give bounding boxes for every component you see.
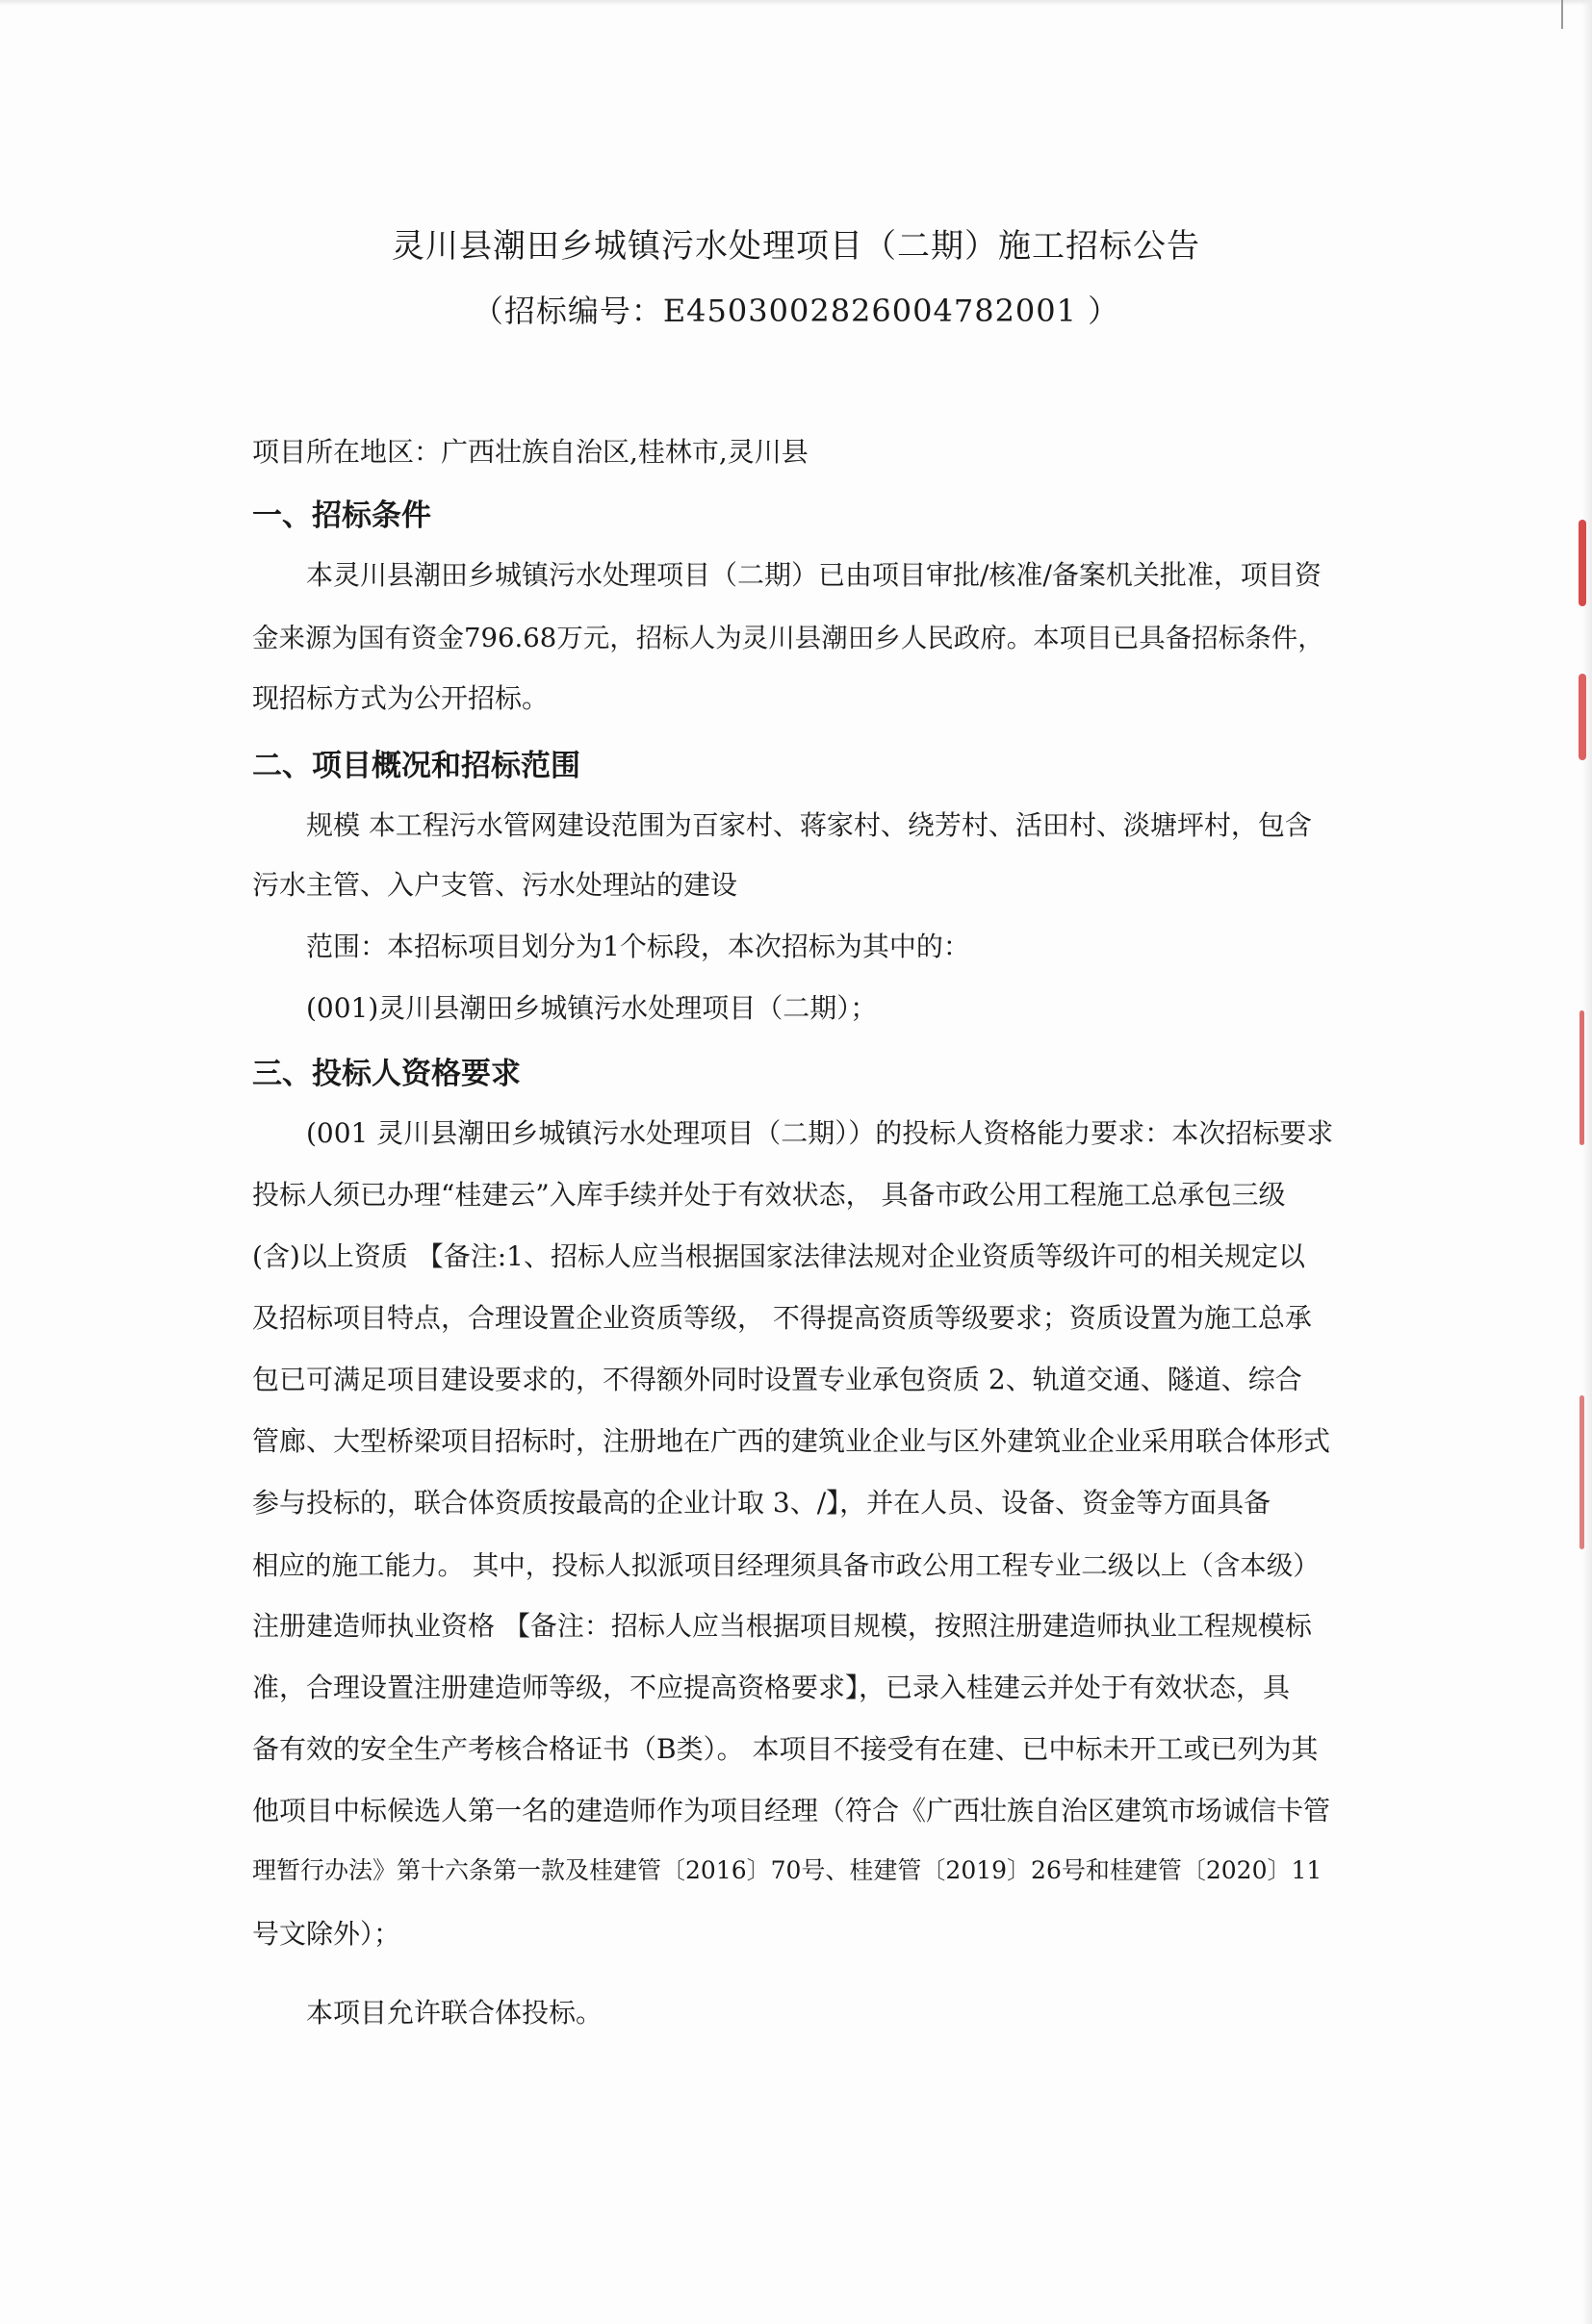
paragraph-line: 范围：本招标项目划分为1个标段，本次招标为其中的： xyxy=(306,931,970,962)
paragraph-line: 参与投标的，联合体资质按最高的企业计取 3、/】，并在人员、设备、资金等方面具备 xyxy=(252,1487,1271,1519)
paragraph-line: 备有效的安全生产考核合格证书（B类）。 本项目不接受有在建、已中标未开工或已列为其 xyxy=(252,1733,1319,1765)
paragraph-line: 投标人须已办理“桂建云”入库手续并处于有效状态， 具备市政公用工程施工总承包三级 xyxy=(252,1179,1286,1211)
section-heading: 二、项目概况和招标范围 xyxy=(252,749,580,783)
paragraph-line: 号文除外）； xyxy=(252,1918,401,1950)
paragraph-line: (含)以上资质 【备注:1、招标人应当根据国家法律法规对企业资质等级许可的相关规定以 xyxy=(252,1240,1306,1272)
paragraph-line: 本项目允许联合体投标。 xyxy=(306,1997,603,2029)
seal-stamp-edge xyxy=(1579,520,1586,606)
paragraph-line: 包已可满足项目建设要求的，不得额外同时设置专业承包资质 2、轨道交通、隧道、综合 xyxy=(252,1364,1302,1395)
scan-mark xyxy=(1561,0,1563,29)
paragraph-line: (001 灵川县潮田乡城镇污水处理项目（二期））的投标人资格能力要求：本次招标要求 xyxy=(306,1117,1334,1149)
bid-number: （招标编号：E4503002826004782001 ） xyxy=(472,293,1120,329)
paragraph-line: 理暂行办法》第十六条第一款及桂建管〔2016〕70号、桂建管〔2019〕26号和桂建管〔2020〕11 xyxy=(252,1856,1322,1884)
paragraph-line: 污水主管、入户支管、污水处理站的建设 xyxy=(252,869,738,901)
seal-stamp-edge xyxy=(1579,674,1586,760)
paragraph-line: 金来源为国有资金796.68万元，招标人为灵川县潮田乡人民政府。本项目已具备招标条件， xyxy=(252,623,1324,653)
document-title: 灵川县潮田乡城镇污水处理项目（二期）施工招标公告 xyxy=(392,227,1200,266)
paragraph-line: (001)灵川县潮田乡城镇污水处理项目（二期）； xyxy=(306,992,878,1024)
scan-edge xyxy=(1582,0,1592,2324)
paragraph-line: 及招标项目特点，合理设置企业资质等级， 不得提高资质等级要求；资质设置为施工总承 xyxy=(252,1302,1312,1334)
paragraph-line: 相应的施工能力。 其中，投标人拟派项目经理须具备市政公用工程专业二级以上（含本级） xyxy=(252,1550,1320,1581)
section-heading: 一、招标条件 xyxy=(252,498,431,533)
paragraph-line: 现招标方式为公开招标。 xyxy=(252,682,550,714)
section-heading: 三、投标人资格要求 xyxy=(252,1057,521,1091)
seal-stamp-edge xyxy=(1579,1395,1584,1549)
paragraph-line: 管廊、大型桥梁项目招标时，注册地在广西的建筑业企业与区外建筑业企业采用联合体形式 xyxy=(252,1425,1331,1457)
project-location: 项目所在地区：广西壮族自治区,桂林市,灵川县 xyxy=(252,436,809,468)
paragraph-line: 准，合理设置注册建造师等级，不应提高资格要求】，已录入桂建云并处于有效状态，具 xyxy=(252,1672,1291,1703)
scan-edge xyxy=(0,0,1592,6)
paragraph-line: 注册建造师执业资格 【备注：招标人应当根据项目规模，按照注册建造师执业工程规模标 xyxy=(252,1610,1312,1642)
paragraph-line: 本灵川县潮田乡城镇污水处理项目（二期）已由项目审批/核准/备案机关批准，项目资 xyxy=(306,559,1322,591)
seal-stamp-edge xyxy=(1579,1010,1584,1145)
paragraph-line: 他项目中标候选人第一名的建造师作为项目经理（符合《广西壮族自治区建筑市场诚信卡管 xyxy=(252,1795,1331,1826)
paragraph-line: 规模 本工程污水管网建设范围为百家村、蒋家村、绕芳村、活田村、淡塘坪村，包含 xyxy=(306,809,1312,841)
